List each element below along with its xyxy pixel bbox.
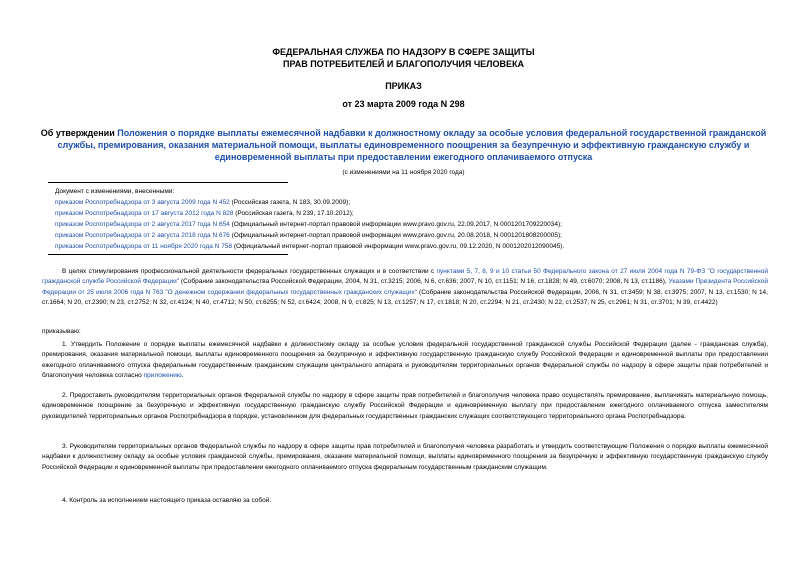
org-line-2: ПРАВ ПОТРЕБИТЕЛЕЙ И БЛАГОПОЛУЧИЯ ЧЕЛОВЕКА — [283, 59, 524, 69]
amendment-link[interactable]: приказом Роспотребнадзора от 17 августа 2012 года N 828 — [55, 210, 234, 217]
amendment-link[interactable]: приказом Роспотребнадзора от 2 августа 2017 года N 654 — [55, 221, 230, 228]
amendments-list — [55, 186, 775, 252]
title-link[interactable]: Положения о порядке выплаты ежемесячной надбавки к должностному окладу за особые условия федеральной государственной гражданской службы, премирования, оказания материальной помощи, выплаты единовременного поощрения за безупречную и эффективную гражданскую службу и единовременной выплаты при предоставлении ежегодного оплачиваемого отпуска — [57, 128, 767, 162]
amendment-source: (Российская газета, N 239, 17.10.2012); — [233, 210, 354, 217]
appendix-link[interactable]: приложению — [143, 372, 182, 380]
changes-top-divider — [48, 182, 288, 183]
paragraph-1-end: . — [181, 372, 184, 380]
paragraph-1 — [42, 340, 768, 382]
preamble-text-3: (Собрание законодательства Российской Федерации, 2006, N 31, ст.3459; N 38, ст.3975; 2007, N 13, ст.1530; N 14, ст.1664; N 20, ст.2390; N 23, ст.2752; N 32, ст.4124; N 40, ст.4712; N 50, ст.6255; N 52, ст.6424; 2008, N 9, ст.825; N 13, ст.1257; N 17, ст.1818; N 20, ст.2294; N 21, ст.2430; N 22, ст.2537; N 25, ст.2961; N 31, ст.3701; N 39, ст.4422) — [42, 288, 768, 307]
amendment-source: (Официальный интернет-портал правовой информации www.pravo.gov.ru, 20.08.2018, N 0001201808200005); — [229, 232, 562, 239]
law-link[interactable]: пунктами 5, 7, 8, 9 и 10 статьи 50 Федерального закона от 27 июля 2004 года N 79-ФЗ "О государственной гражданской службе Российской Федерации" — [42, 268, 768, 286]
paragraph-3: 3. Руководителям территориальных органов Федеральной службы по надзору в сфере защиты прав потребителей и благополучия человека разработать и утвердить соответствующие Положения о порядке выплаты ежемесячной надбавки к должностному окладу за особые условия гражданской службы, премирования, оказания материальной помощи, выплаты единовременного поощрения за безупречную и эффективную государственную гражданскую службу Российской Федерации и единовременной выплаты при предоставлении ежегодного оплачиваемого отпуска федеральным государственным гражданским служащим. — [42, 443, 768, 471]
issuing-organization — [0, 46, 807, 70]
amendment-source: (Российская газета, N 183, 30.09.2009); — [229, 199, 351, 206]
preamble-paragraph — [42, 267, 768, 309]
list-item — [55, 197, 775, 208]
decree-link[interactable]: Указами Президента Российской Федерации от 25 июля 2006 года N 763 "О денежном содержании федеральных государственных гражданских служащих" — [42, 278, 768, 296]
changes-bottom-divider — [48, 254, 288, 255]
preamble-text-2: (Собрание законодательства Российской Федерации, 2004, N 31, ст.3215; 2006, N 6, ст.636; 2007, N 10, ст.1151; N 16, ст.1828; N 49, ст.6070; 2008, N 13, ст.1186), — [179, 278, 669, 286]
order-word: приказываю: — [42, 328, 81, 335]
list-item — [55, 208, 775, 219]
paragraph-4: 4. Контроль за исполнением настоящего приказа оставляю за собой. — [62, 497, 272, 504]
list-item — [55, 230, 775, 241]
preamble-text-1: В целях стимулирования профессиональной деятельности федеральных государственных служащих и в соответствии с — [62, 268, 437, 275]
paragraph-1-text: 1. Утвердить Положение о порядке выплаты ежемесячной надбавки к должностному окладу за особые условия федеральной государственной гражданской службы Российской Федерации (далее - гражданская служба), премирования, оказания материальной помощи, выплаты единовременного поощрения за безупречную и эффективную государственную гражданскую службу Российской Федерации и единовременной выплаты при предоставлении ежегодного оплачиваемого отпуска федеральным государственным гражданским служащим центрального аппарата и руководителям территориальных органов Федеральной службы по надзору в сфере защиты прав потребителей и благополучия человека согласно — [42, 341, 768, 380]
document-type: ПРИКАЗ — [385, 81, 422, 91]
document-date: от 23 марта 2009 года N 298 — [342, 99, 465, 109]
document-title — [40, 127, 767, 163]
org-line-1: ФЕДЕРАЛЬНАЯ СЛУЖБА ПО НАДЗОРУ В СФЕРЕ ЗАЩИТЫ — [272, 47, 535, 57]
paragraph-2: 2. Предоставить руководителям территориальных органов Федеральной службы по надзору в сфере защиты прав потребителей и благополучия человека право осуществлять премирование, выплачивать материальную помощь, единовременное поощрение за безупречную и эффективную государственную гражданскую службу Российской Федерации и единовременную выплату при предоставлении ежегодного оплачиваемого отпуска заместителям руководителей территориальных органов Роспотребнадзора в порядке, установленном для федеральных государственных гражданских служащих соответствующего территориального органа Роспотребнадзора. — [42, 392, 768, 420]
revision-note: (с изменениями на 11 ноября 2020 года) — [342, 169, 465, 176]
list-item — [55, 241, 775, 252]
amendment-link[interactable]: приказом Роспотребнадзора от 3 августа 2009 года N 452 — [55, 199, 230, 206]
amendment-source: (Официальный интернет-портал правовой информации www.pravo.gov.ru, 22.09.2017, N 0001201709220034); — [229, 221, 562, 228]
title-prefix: Об утверждении — [40, 128, 118, 138]
amendments-heading: Документ с изменениями, внесенными: — [55, 188, 175, 195]
amendment-source: (Официальный интернет-портал правовой информации www.pravo.gov.ru, 09.12.2020, N 0001202012090045). — [232, 243, 565, 250]
amendment-link[interactable]: приказом Роспотребнадзора от 2 августа 2018 года N 676 — [55, 232, 230, 239]
amendment-link[interactable]: приказом Роспотребнадзора от 11 ноября 2020 года N 758 — [55, 243, 233, 250]
list-item — [55, 219, 775, 230]
